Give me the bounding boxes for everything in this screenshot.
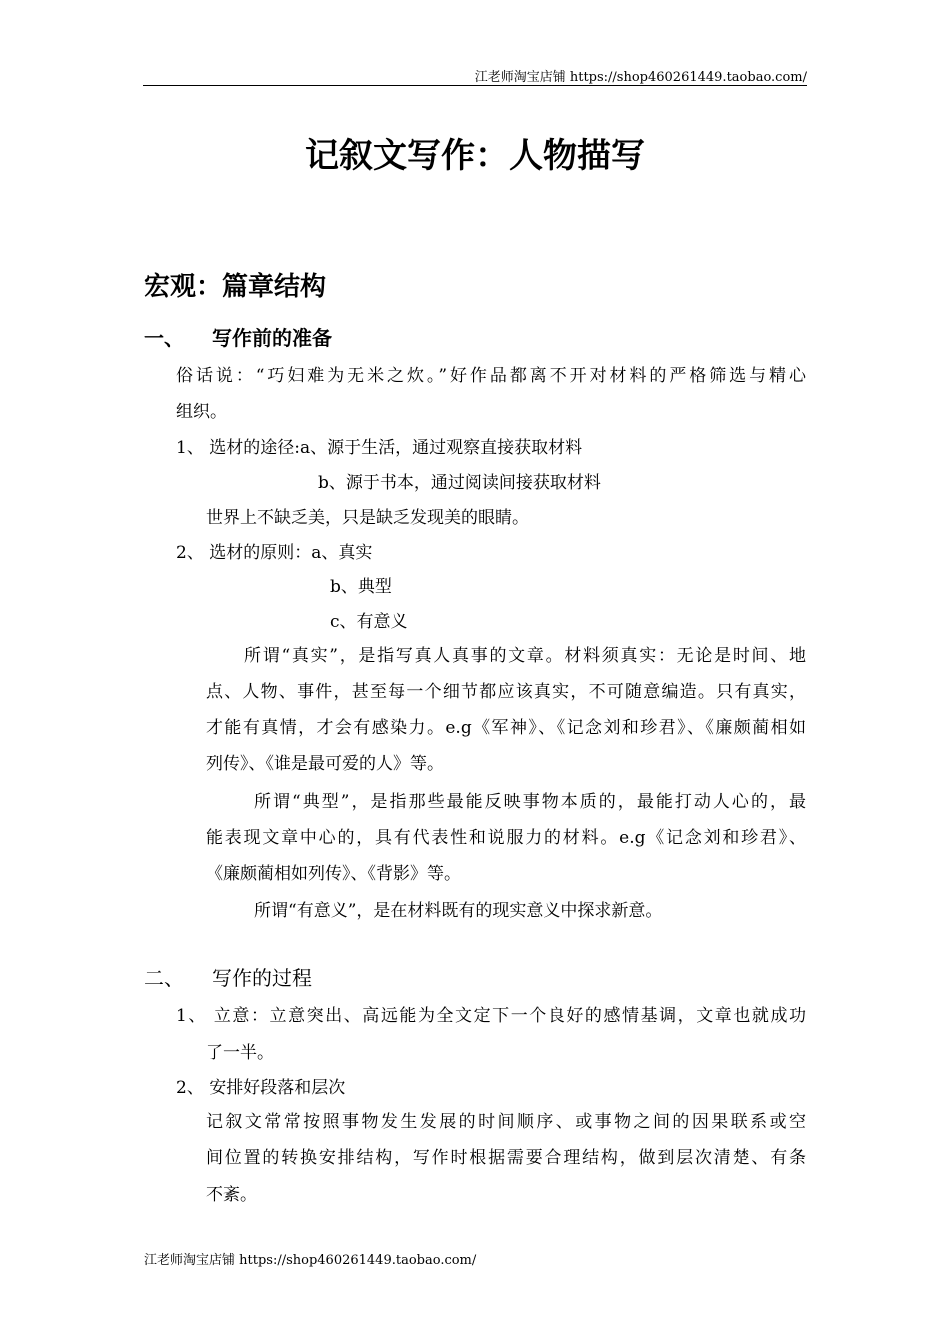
paragraph-line: 组织。 (176, 402, 227, 422)
list-subitem: c、有意义 (330, 612, 408, 632)
list-item: 1、 选材的途径:a、源于生活，通过观察直接获取材料 (176, 438, 583, 458)
paragraph-line: 所谓“典型”，是指那些最能反映事物本质的，最能打动人心的，最 (254, 792, 806, 812)
paragraph-line: 所谓“有意义”，是在材料既有的现实意义中探求新意。 (254, 901, 663, 921)
paragraph-line: 才能有真情，才会有感染力。e.g《军神》、《记念刘和珍君》、《廉颇蔺相如 (206, 718, 806, 738)
paragraph-line: 间位置的转换安排结构，写作时根据需要合理结构，做到层次清楚、有条 (206, 1148, 806, 1168)
section-2-title: 写作的过程 (212, 966, 312, 990)
page-footer: 江老师淘宝店铺 https://shop460261449.taobao.com/ (144, 1253, 477, 1268)
list-subitem: b、典型 (330, 577, 392, 597)
list-item: 2、 选材的原则：a、真实 (176, 543, 373, 563)
paragraph-line: 所谓“真实”，是指写真人真事的文章。材料须真实：无论是时间、地 (244, 646, 806, 666)
paragraph-line: 点、人物、事件，甚至每一个细节都应该真实，不可随意编造。只有真实， (206, 682, 806, 702)
section-1-number: 一、 (144, 326, 184, 350)
document-title: 记叙文写作：人物描写 (305, 136, 645, 176)
paragraph-line: 了一半。 (206, 1043, 274, 1063)
list-subitem: b、源于书本，通过阅读间接获取材料 (318, 473, 601, 493)
section-1-title: 写作前的准备 (212, 326, 332, 350)
list-item: 1、 立意：立意突出、高远能为全文定下一个良好的感情基调，文章也就成功 (176, 1006, 806, 1026)
section-heading: 宏观：篇章结构 (144, 272, 327, 302)
paragraph-line: 俗话说：“巧妇难为无米之炊。”好作品都离不开对材料的严格筛选与精心 (176, 366, 806, 386)
paragraph-line: 列传》、《谁是最可爱的人》等。 (206, 754, 444, 774)
paragraph-line: 能表现文章中心的，具有代表性和说服力的材料。e.g《记念刘和珍君》、 (206, 828, 806, 848)
section-2-number: 二、 (144, 966, 184, 990)
paragraph-line: 世界上不缺乏美，只是缺乏发现美的眼睛。 (206, 508, 529, 528)
paragraph-line: 记叙文常常按照事物发生发展的时间顺序、或事物之间的因果联系或空 (206, 1112, 806, 1132)
paragraph-line: 不紊。 (206, 1185, 257, 1205)
paragraph-line: 《廉颇蔺相如列传》、《背影》等。 (206, 864, 461, 884)
list-item: 2、 安排好段落和层次 (176, 1078, 346, 1098)
page-header: 江老师淘宝店铺 https://shop460261449.taobao.com/ (474, 70, 807, 85)
header-divider (143, 85, 807, 86)
